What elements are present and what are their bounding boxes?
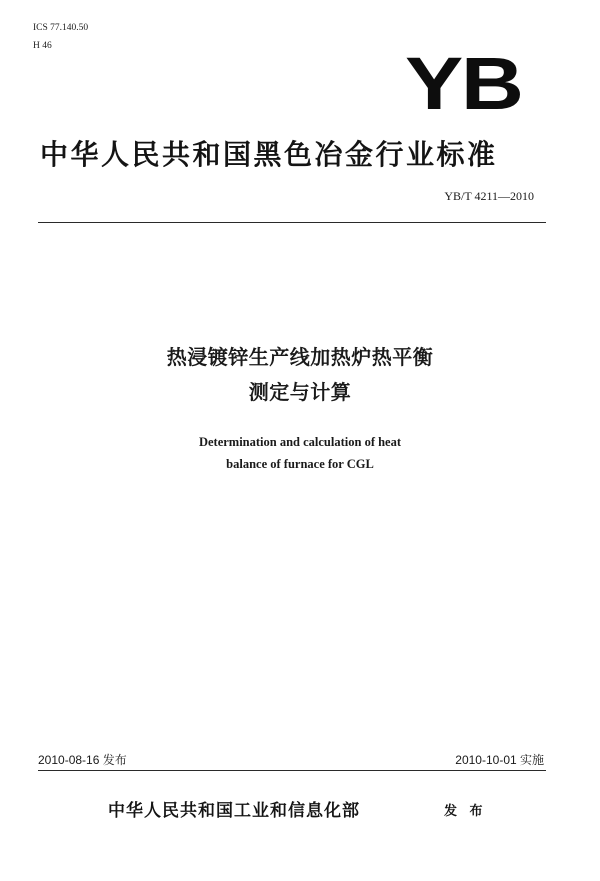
- ics-code: ICS 77.140.50: [33, 23, 89, 33]
- issuing-authority: 中华人民共和国工业和信息化部: [108, 801, 360, 821]
- industry-standard-title: 中华人民共和国黑色冶金行业标准: [40, 138, 498, 171]
- standard-number: YB/T 4211—2010: [444, 189, 534, 203]
- classification-code: H 46: [33, 41, 52, 51]
- yb-logo: YB: [405, 42, 522, 125]
- implementation-date: 2010-10-01 实施: [455, 753, 544, 767]
- english-title-line-1: Determination and calculation of heat: [198, 435, 402, 449]
- chinese-title-line-2: 测定与计算: [248, 380, 352, 404]
- english-title-line-2: balance of furnace for CGL: [226, 457, 374, 471]
- bottom-divider: [38, 770, 546, 771]
- publish-label: 发 布: [444, 804, 487, 819]
- issue-date: 2010-08-16 发布: [38, 753, 127, 767]
- chinese-title-line-1: 热浸镀锌生产线加热炉热平衡: [166, 345, 434, 369]
- top-divider: [38, 222, 546, 223]
